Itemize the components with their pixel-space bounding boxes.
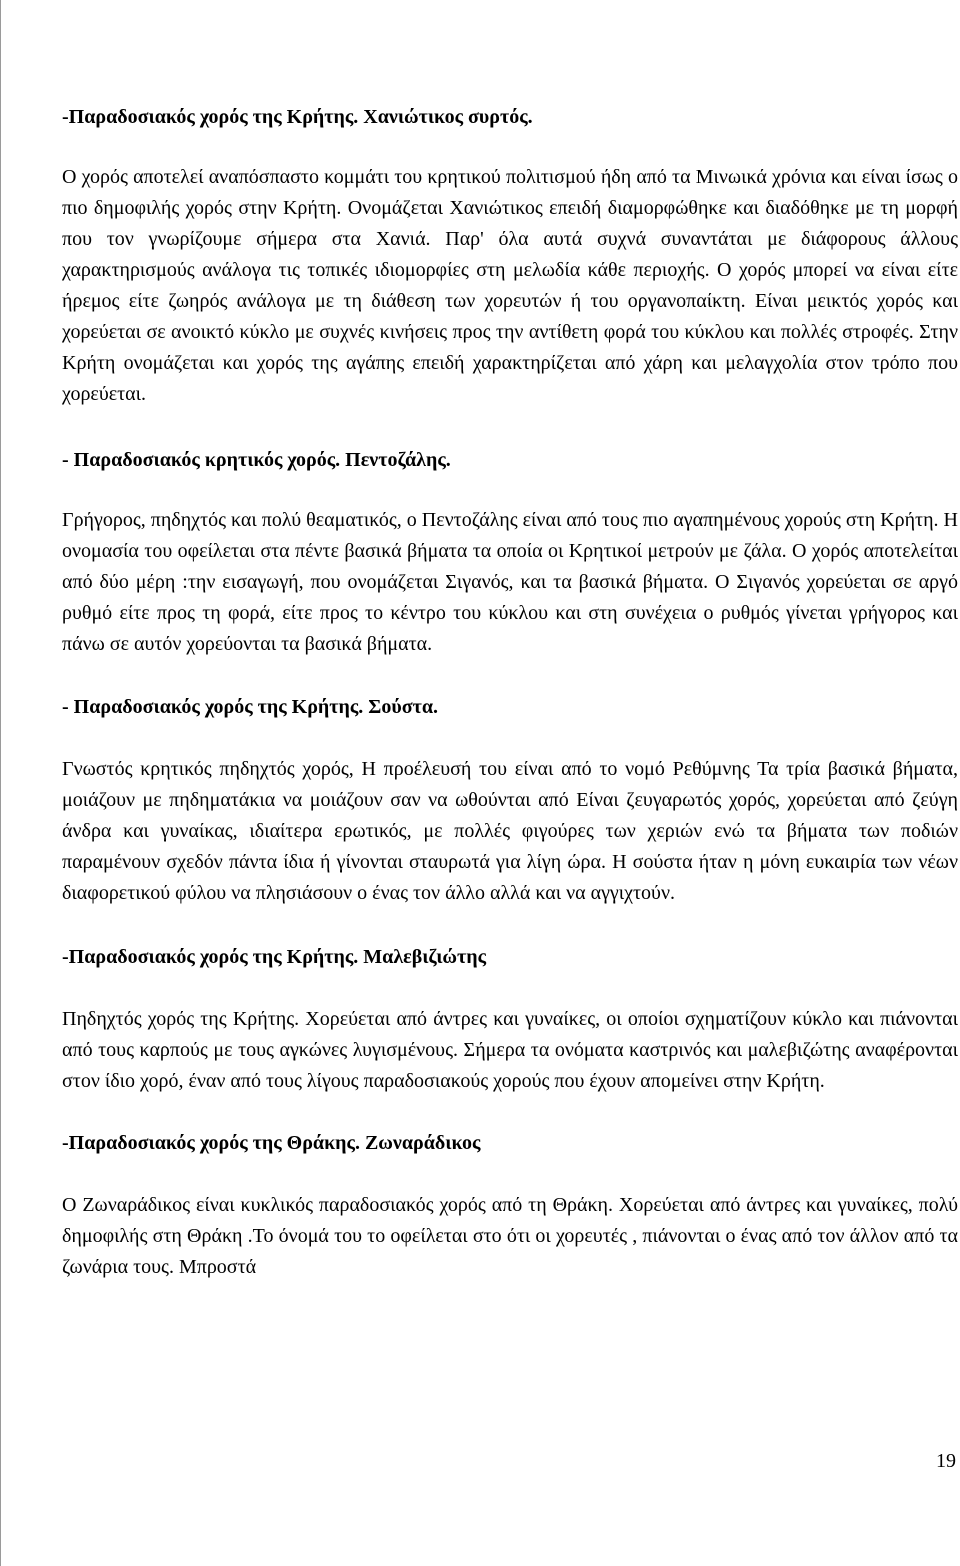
- section-heading: -Παραδοσιακός χορός της Κρήτης. Μαλεβιζιώτης: [62, 946, 487, 968]
- section-heading: - Παραδοσιακός χορός της Κρήτης. Σούστα.: [62, 696, 438, 718]
- page-left-border: [0, 0, 1, 1566]
- section-heading: -Παραδοσιακός χορός της Κρήτης. Χανιώτικος συρτός.: [62, 106, 533, 128]
- section-heading: - Παραδοσιακός κρητικός χορός. Πεντοζάλης.: [62, 449, 451, 471]
- section-paragraph: Γρήγορος, πηδηχτός και πολύ θεαματικός, ο Πεντοζάλης είναι από τους πιο αγαπημένους χορούς στη Κρήτη. Η ονομασία του οφείλεται στα πέντε βασικά βήματα τα οποία οι Κρητικοί μετρούν με ζάλα. Ο χορός αποτελείται από δύο μέρη :την εισαγωγή, που ονομάζεται Σιγανός, και τα βασικά βήματα. Ο Σιγανός χορεύεται σε αργό ρυθμό είτε προς τη φορά, είτε προς το κέντρο του κύκλου και στη συνέχεια ο ρυθμός γίνεται γρήγορος και πάνω σε αυτόν χορεύονται τα βασικά βήματα.: [62, 509, 958, 655]
- section-malevizotis: [62, 942, 958, 1097]
- section-heading: -Παραδοσιακός χορός της Θράκης. Ζωναράδικος: [62, 1132, 481, 1154]
- section-chaniotikos-syrtos: [62, 102, 958, 410]
- section-paragraph: Πηδηχτός χορός της Κρήτης. Χορεύεται από άντρες και γυναίκες, οι οποίοι σχηματίζουν κύκλο και πιάνονται από τους καρπούς με τους αγκώνες λυγισμένους. Σήμερα τα ονόματα καστρινός και μαλεβιζώτης αναφέρονται στον ίδιο χορό, έναν από τους λίγους παραδοσιακούς χορούς που έχουν απομείνει στην Κρήτη.: [62, 1008, 958, 1092]
- section-paragraph: Ο χορός αποτελεί αναπόσπαστο κομμάτι του κρητικού πολιτισμού ήδη από τα Μινωικά χρόνια και είναι ίσως ο πιο δημοφιλής χορός στην Κρήτη. Ονομάζεται Χανιώτικος επειδή διαμορφώθηκε και διαδόθηκε με τη μορφή που τον γνωρίζουμε σήμερα στα Χανιά. Παρ' όλα αυτά συχνά συναντάται με διάφορους άλλους χαρακτηρισμούς ανάλογα τις τοπικές ιδιομορφίες στη μελωδία κάθε περιοχής. Ο χορός μπορεί να είναι είτε ήρεμος είτε ζωηρός ανάλογα με τη διάθεση των χορευτών ή του οργανοπαίκτη. Είναι μεικτός χορός και χορεύεται σε ανοικτό κύκλο με συχνές κινήσεις προς την αντίθετη φορά του κύκλου και πολλές στροφές. Στην Κρήτη ονομάζεται και χορός της αγάπης επειδή χαρακτηρίζεται από χάρη και μελαγχολία στον τρόπο που χορεύεται.: [62, 166, 958, 405]
- section-pentozalis: [62, 445, 958, 660]
- section-paragraph: Ο Ζωναράδικος είναι κυκλικός παραδοσιακός χορός από τη Θράκη. Χορεύεται από άντρες και γυναίκες, πολύ δημοφιλής στη Θράκη .Το όνομά του το οφείλεται στο ότι οι χορευτές , πιάνονται ο ένας από τον άλλον από τα ζωνάρια τους. Μπροστά: [62, 1194, 958, 1278]
- section-sousta: [62, 692, 958, 909]
- section-paragraph: Γνωστός κρητικός πηδηχτός χορός, Η προέλευσή του είναι από το νομό Ρεθύμνης Τα τρία βασικά βήματα, μοιάζουν με πηδηματάκια να μοιάζουν σαν να ωθούνται από Είναι ζευγαρωτός χορός, χορεύεται από ζεύγη άνδρα και γυναίκας, ιδιαίτερα ερωτικός, με πολλές φιγούρες των χεριών ενώ τα βήματα των ποδιών παραμένουν σχεδόν πάντα ίδια ή γίνονται σταυρωτά για λίγη ώρα. Η σούστα ήταν η μόνη ευκαιρία των νέων διαφορετικού φύλου να πλησιάσουν ο ένας τον άλλο αλλά και να αγγιχτούν.: [62, 758, 958, 904]
- section-zonaradikos: [62, 1128, 958, 1283]
- page-number: 19: [936, 1450, 956, 1472]
- document-body: [62, 102, 958, 1315]
